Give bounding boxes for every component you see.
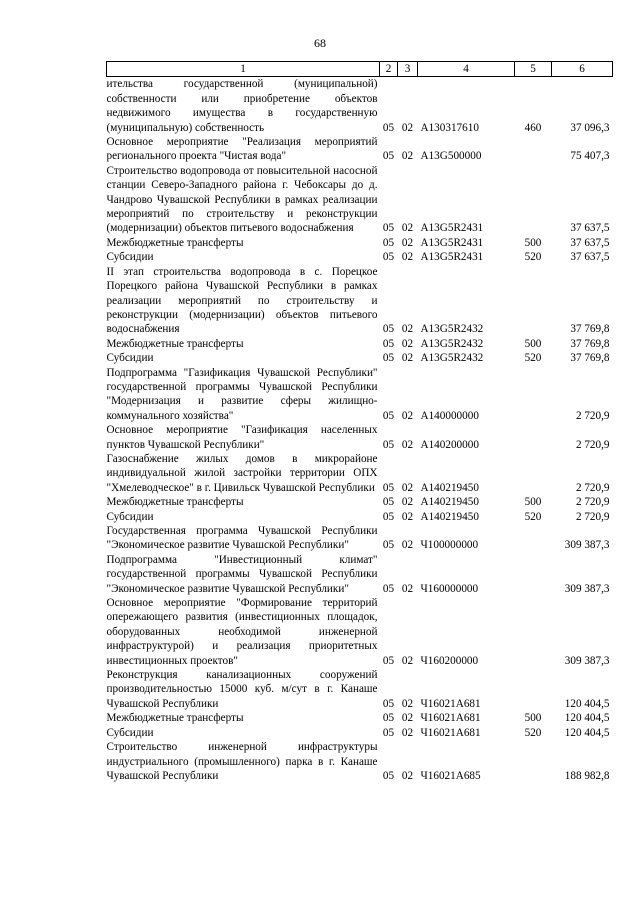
row-subsection: 02 xyxy=(401,352,414,365)
row-expense-type: 500 xyxy=(524,712,542,725)
row-section: 05 xyxy=(382,323,395,336)
row-section: 05 xyxy=(382,352,395,365)
row-name: ительства государственной (муниципальной) собственности или приобретение объектов недвижимого имущества в государственную (муниципальную) собственность xyxy=(106,78,378,134)
page-number: 68 xyxy=(314,36,326,50)
table-row xyxy=(107,524,613,553)
row-subsection: 02 xyxy=(401,510,414,523)
row-expense-type: 520 xyxy=(524,510,542,523)
row-target-article: А140219450 xyxy=(420,496,479,509)
row-target-article: Ч16021А681 xyxy=(420,726,481,739)
row-name: Субсидии xyxy=(106,726,154,739)
row-section: 05 xyxy=(382,236,395,249)
row-target-article: А13G5R2432 xyxy=(420,323,484,336)
row-target-article: А13G5R2431 xyxy=(420,236,484,249)
header-col-3: 3 xyxy=(398,62,418,77)
row-amount: 37 637,5 xyxy=(570,236,610,249)
table-row xyxy=(107,236,613,250)
row-section: 05 xyxy=(382,769,395,782)
row-name: Реконструкция канализационных сооружений производительностью 15000 куб. м/сут в г. Канаше Чувашской Республики xyxy=(106,669,378,710)
row-expense-type xyxy=(515,596,552,668)
row-section: 05 xyxy=(382,654,395,667)
table-row xyxy=(107,711,613,725)
table-row xyxy=(107,596,613,668)
row-target-article: Ч16021А681 xyxy=(420,697,481,710)
table-row xyxy=(107,135,613,164)
budget-table xyxy=(106,61,613,783)
row-expense-type: 520 xyxy=(524,251,542,264)
row-subsection: 02 xyxy=(401,496,414,509)
table-row xyxy=(107,740,613,783)
table-row xyxy=(107,495,613,509)
row-name: Субсидии xyxy=(106,510,154,523)
row-name: Основное мероприятие "Реализация мероприятий регионального проекта "Чистая вода" xyxy=(106,136,378,163)
row-expense-type xyxy=(515,366,552,424)
row-name: Газоснабжение жилых домов в микрорайоне индивидуальной жилой застройки территории ОПХ "Хмелеводческое" в г. Цивильск Чувашской Республики xyxy=(106,452,378,494)
table-row xyxy=(107,337,613,351)
header-col-1: 1 xyxy=(107,62,380,77)
row-name: Субсидии xyxy=(106,251,154,264)
row-amount: 120 404,5 xyxy=(564,726,610,739)
row-subsection: 02 xyxy=(401,323,414,336)
row-expense-type xyxy=(515,553,552,596)
row-target-article: Ч160200000 xyxy=(420,654,479,667)
table-row xyxy=(107,77,613,135)
row-name: Основное мероприятие "Формирование территорий опережающего развития (инвестиционных площадок, оборудованных необходимой инженерной инфраструктурой) и реализация приоритетных инвестиционных проектов" xyxy=(106,597,378,667)
row-expense-type: 460 xyxy=(524,121,542,134)
row-target-article: А140219450 xyxy=(420,510,479,523)
table-row xyxy=(107,553,613,596)
row-target-article: А13G5R2431 xyxy=(420,222,484,235)
row-target-article: А13G5R2431 xyxy=(420,251,484,264)
row-expense-type xyxy=(515,452,552,495)
row-section: 05 xyxy=(382,222,395,235)
row-subsection: 02 xyxy=(401,726,414,739)
row-amount: 188 982,8 xyxy=(564,769,610,782)
table-row xyxy=(107,510,613,524)
row-expense-type: 520 xyxy=(524,726,542,739)
row-expense-type xyxy=(515,524,552,553)
table-row xyxy=(107,351,613,365)
row-name: Строительство водопровода от повысительной насосной станции Северо-Западного района г. Чебоксары до д. Чандрово Чувашской Республики в рамках реализации мероприятий по строительству и реконструкции (модернизации) объектов питьевого водоснабжения xyxy=(106,164,378,235)
row-section: 05 xyxy=(382,438,395,451)
row-section: 05 xyxy=(382,510,395,523)
row-subsection: 02 xyxy=(401,654,414,667)
row-amount: 2 720,9 xyxy=(575,409,610,422)
row-target-article: А13G5R2432 xyxy=(420,352,484,365)
row-target-article: Ч160000000 xyxy=(420,582,479,595)
row-expense-type xyxy=(515,668,552,711)
row-subsection: 02 xyxy=(401,438,414,451)
table-row xyxy=(107,265,613,337)
row-subsection: 02 xyxy=(401,222,414,235)
header-col-2: 2 xyxy=(380,62,398,77)
table-row xyxy=(107,250,613,264)
row-target-article: Ч100000000 xyxy=(420,539,479,552)
row-expense-type: 500 xyxy=(524,496,542,509)
table-row xyxy=(107,452,613,495)
row-amount: 37 769,8 xyxy=(570,323,610,336)
row-section: 05 xyxy=(382,251,395,264)
row-section: 05 xyxy=(382,481,395,494)
row-section: 05 xyxy=(382,150,395,163)
row-subsection: 02 xyxy=(401,236,414,249)
row-target-article: Ч16021А681 xyxy=(420,712,481,725)
row-name: Подпрограмма "Газификация Чувашской Республики" государственной программы Чувашской Республики "Модернизация и развитие сферы жилищно-коммунального хозяйства" xyxy=(106,366,378,422)
row-amount: 37 637,5 xyxy=(570,251,610,264)
row-amount: 2 720,9 xyxy=(575,510,610,523)
row-section: 05 xyxy=(382,582,395,595)
row-expense-type: 520 xyxy=(524,352,542,365)
row-amount: 37 637,5 xyxy=(570,222,610,235)
row-amount: 309 387,3 xyxy=(564,582,610,595)
row-target-article: А140219450 xyxy=(420,481,479,494)
row-amount: 120 404,5 xyxy=(564,712,610,725)
row-expense-type xyxy=(515,164,552,236)
row-subsection: 02 xyxy=(401,539,414,552)
row-expense-type: 500 xyxy=(524,236,542,249)
row-amount: 2 720,9 xyxy=(575,481,610,494)
table-row xyxy=(107,164,613,236)
row-section: 05 xyxy=(382,409,395,422)
row-subsection: 02 xyxy=(401,150,414,163)
row-amount: 37 769,8 xyxy=(570,352,610,365)
row-section: 05 xyxy=(382,539,395,552)
row-expense-type: 500 xyxy=(524,337,542,350)
table-header-row xyxy=(107,62,613,77)
row-amount: 309 387,3 xyxy=(564,539,610,552)
table-row xyxy=(107,668,613,711)
header-col-6: 6 xyxy=(552,62,613,77)
row-amount: 37 096,3 xyxy=(570,121,610,134)
table-row xyxy=(107,366,613,424)
header-col-5: 5 xyxy=(515,62,552,77)
row-name: Строительство инженерной инфраструктуры индустриального (промышленного) парка в г. Канаше Чувашской Республики xyxy=(106,741,378,782)
row-subsection: 02 xyxy=(401,582,414,595)
row-subsection: 02 xyxy=(401,481,414,494)
row-expense-type xyxy=(515,423,552,452)
row-expense-type xyxy=(515,265,552,337)
row-section: 05 xyxy=(382,712,395,725)
row-section: 05 xyxy=(382,496,395,509)
row-name: II этап строительства водопровода в с. Порецкое Порецкого района Чувашской Республики в рамках реализации мероприятий по строительству и реконструкции (модернизации) объектов питьевого водоснабжения xyxy=(106,265,378,336)
row-subsection: 02 xyxy=(401,769,414,782)
table-row xyxy=(107,726,613,740)
row-name: Межбюджетные трансферты xyxy=(106,712,244,725)
row-expense-type xyxy=(515,135,552,164)
row-amount: 2 720,9 xyxy=(575,496,610,509)
row-name: Межбюджетные трансферты xyxy=(106,496,244,509)
table-row xyxy=(107,423,613,452)
row-name: Государственная программа Чувашской Республики "Экономическое развитие Чувашской Республики" xyxy=(106,525,378,552)
row-target-article: А130317610 xyxy=(420,121,479,134)
header-col-4: 4 xyxy=(418,62,515,77)
row-name: Субсидии xyxy=(106,352,154,365)
row-section: 05 xyxy=(382,337,395,350)
row-amount: 309 387,3 xyxy=(564,654,610,667)
row-subsection: 02 xyxy=(401,121,414,134)
row-section: 05 xyxy=(382,697,395,710)
row-target-article: А140000000 xyxy=(420,409,479,422)
row-target-article: А13G500000 xyxy=(420,150,482,163)
row-subsection: 02 xyxy=(401,251,414,264)
row-amount: 37 769,8 xyxy=(570,337,610,350)
row-section: 05 xyxy=(382,726,395,739)
row-target-article: Ч16021А685 xyxy=(420,769,481,782)
row-name: Основное мероприятие "Газификация населенных пунктов Чувашской Республики" xyxy=(106,424,378,451)
row-name: Подпрограмма "Инвестиционный климат" государственной программы Чувашской Республики "Экономическое развитие Чувашской Республики" xyxy=(106,553,378,595)
row-subsection: 02 xyxy=(401,337,414,350)
row-target-article: А140200000 xyxy=(420,438,479,451)
row-amount: 75 407,3 xyxy=(570,150,610,163)
row-name: Межбюджетные трансферты xyxy=(106,236,244,249)
row-section: 05 xyxy=(382,121,395,134)
row-subsection: 02 xyxy=(401,697,414,710)
row-expense-type xyxy=(515,740,552,783)
row-subsection: 02 xyxy=(401,409,414,422)
row-amount: 120 404,5 xyxy=(564,697,610,710)
row-subsection: 02 xyxy=(401,712,414,725)
row-amount: 2 720,9 xyxy=(575,438,610,451)
row-target-article: А13G5R2432 xyxy=(420,337,484,350)
row-name: Межбюджетные трансферты xyxy=(106,337,244,350)
